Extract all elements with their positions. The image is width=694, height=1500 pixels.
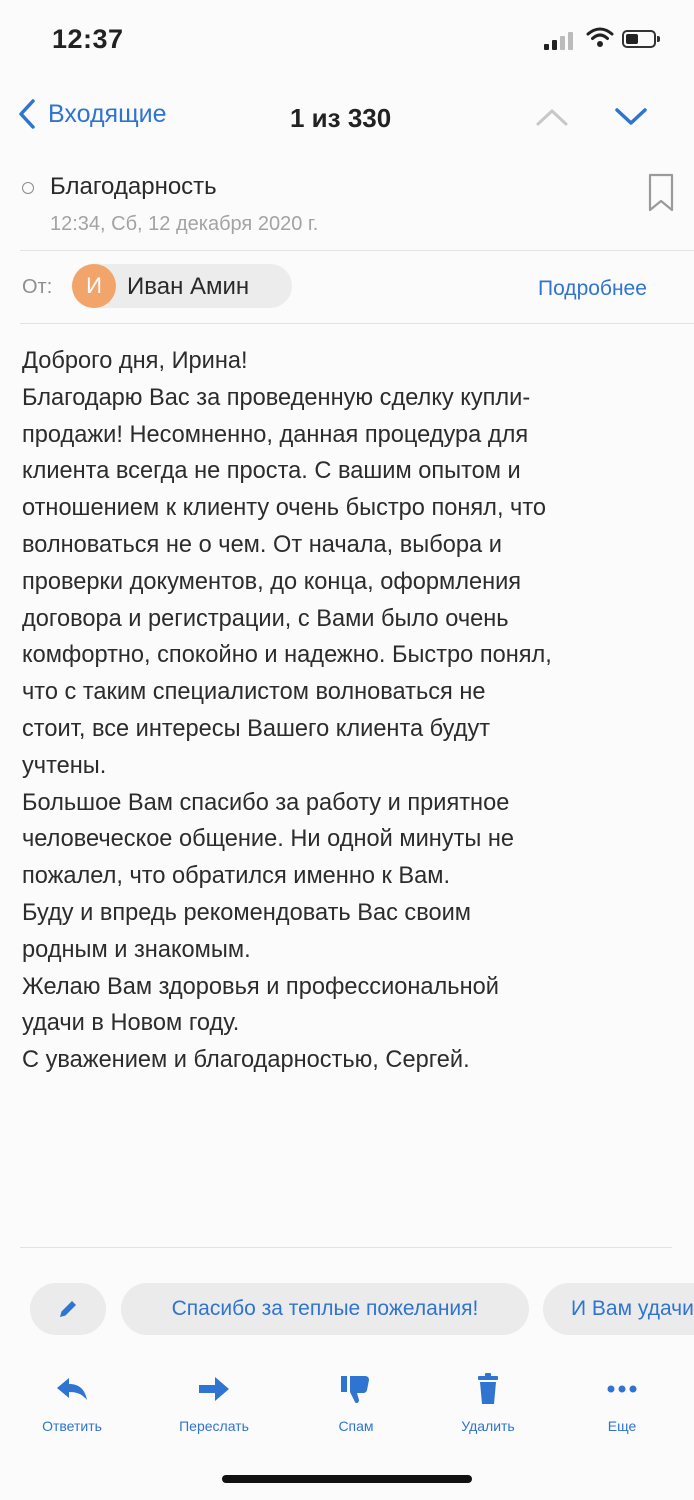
compose-reply-button[interactable]: [30, 1283, 106, 1335]
battery-icon: [622, 30, 656, 48]
body-line: что с таким специалистом волноваться не: [22, 679, 486, 706]
status-time: 12:37: [52, 24, 124, 54]
spam-label: Спам: [338, 1418, 374, 1434]
next-message-button[interactable]: [614, 106, 648, 128]
sender-name: Иван Амин: [127, 273, 250, 300]
more-icon: [604, 1372, 640, 1406]
body-line: клиента всегда не проста. С вашим опытом и: [22, 458, 521, 485]
reply-button[interactable]: [17, 1372, 127, 1434]
body-line: волноваться не о чем. От начала, выбора и: [22, 531, 502, 558]
quick-reply-chip[interactable]: Спасибо за теплые пожелания!: [121, 1283, 529, 1335]
quick-reply-chip[interactable]: И Вам удачи: [543, 1283, 694, 1335]
back-button[interactable]: [18, 98, 167, 130]
body-line: отношением к клиенту очень быстро понял, что: [22, 495, 547, 522]
read-status-icon: [22, 182, 34, 194]
body-line: С уважением и благодарностью, Сергей.: [22, 1047, 470, 1074]
body-line: Буду и впредь рекомендовать Вас своим: [22, 899, 472, 926]
body-line: проверки документов, до конца, оформления: [22, 568, 522, 595]
bookmark-icon[interactable]: [646, 172, 676, 214]
divider: [20, 250, 694, 251]
body-line: комфортно, спокойно и надежно. Быстро понял,: [22, 642, 552, 669]
email-date: 12:34, Сб, 12 декабря 2020 г.: [50, 213, 319, 235]
email-body: [22, 343, 682, 1079]
previous-message-button[interactable]: [535, 106, 569, 128]
body-line: стоит, все интересы Вашего клиента будут: [22, 715, 491, 742]
body-line: Благодарю Вас за проведенную сделку купли-: [22, 384, 531, 411]
trash-icon: [470, 1372, 506, 1406]
pencil-icon: [56, 1297, 80, 1321]
reply-icon: [54, 1372, 90, 1406]
more-button[interactable]: [567, 1372, 677, 1434]
back-label: Входящие: [48, 99, 167, 128]
body-line: человеческое общение. Ни одной минуты не: [22, 826, 515, 853]
body-line: договора и регистрации, с Вами было очень: [22, 605, 509, 632]
forward-button[interactable]: [159, 1372, 269, 1434]
forward-icon: [196, 1372, 232, 1406]
body-line: продажи! Несомненно, данная процедура для: [22, 421, 529, 448]
reply-label: Ответить: [42, 1418, 102, 1434]
body-line: Желаю Вам здоровья и профессиональной: [22, 973, 499, 1000]
more-label: Еще: [607, 1418, 637, 1434]
message-counter: 1 из 330: [290, 103, 392, 133]
from-label: От:: [22, 276, 53, 298]
details-link[interactable]: Подробнее: [538, 277, 647, 300]
body-line: родным и знакомым.: [22, 936, 251, 963]
divider: [20, 323, 694, 324]
cellular-signal-icon: [544, 30, 578, 50]
home-indicator: [222, 1475, 472, 1483]
body-line: учтены.: [22, 752, 107, 779]
body-line: удачи в Новом году.: [22, 1010, 240, 1037]
body-line: Большое Вам спасибо за работу и приятное: [22, 789, 510, 816]
email-subject: Благодарность: [50, 173, 217, 200]
delete-label: Удалить: [461, 1418, 515, 1434]
forward-label: Переслать: [179, 1418, 249, 1434]
wifi-icon: [586, 26, 614, 48]
delete-button[interactable]: [433, 1372, 543, 1434]
divider: [20, 1247, 672, 1248]
body-line: Доброго дня, Ирина!: [22, 348, 248, 374]
chevron-left-icon: [18, 98, 36, 130]
sender-avatar: И: [72, 264, 116, 308]
thumbs-down-icon: [338, 1372, 374, 1406]
spam-button[interactable]: [301, 1372, 411, 1434]
body-line: пожалел, что обратился именно к Вам.: [22, 863, 451, 890]
